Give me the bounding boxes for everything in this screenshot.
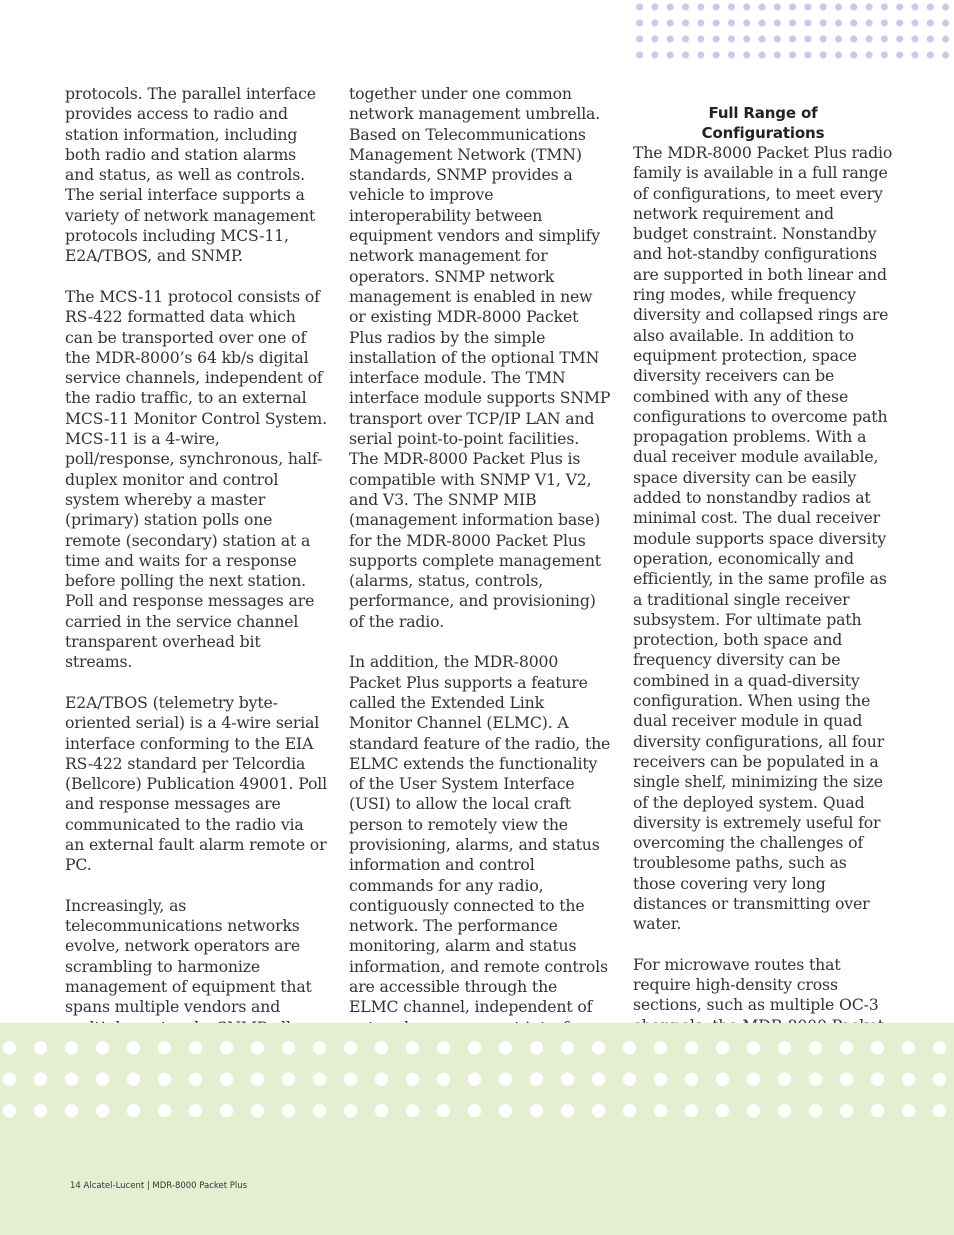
paragraph: For microwave routes that require high-density cross sections, such as multiple OC-3: [633, 954, 879, 1015]
paragraph: The MDR-8000 Packet Plus radio family is available in a full range of configurations, to meet every network requirement and budget constraint. Nonstandby and hot-standby configurations are supported in both linear and ring modes, while frequency diversity and collapsed rings are also available. In addition to equipment protection, space diversity receivers can be combined with any of these configurations to overcome path propagation problems. With a dual receiver module available, space diversity can be easily added to nonstandby radios at minimal cost. The dual receiver module supports space diversity operation, economically and efficiently, in the same profile as a traditional single receiver subsystem. For ultimate path protection, both space and frequency diversity can be combined in a quad-diversity configuration. When using the dual receiver module in quad diversity configurations, all four receivers can be populated in a single shelf, minimizing the size of the deployed system. Quad diversity is extremely useful for overcoming the challenges of troublesome paths, such as those covering very long distances or transmitting over water.: [633, 143, 893, 934]
paragraph: In addition, the MDR-8000 Packet Plus supports a feature called the Extended Link Monitor Channel (ELMC). A standard feature of the radio, the ELMC extends the functionality of the User System Interface (USI) to allow the local craft person to remotely view the provisioning, alarms, and status information and control commands for any radio, contiguously connected to the network. The performance monitoring, alarm and status information, and remote controls are accessible through the ELMC channel, independent of: [349, 652, 611, 1017]
section-heading: [633, 103, 893, 143]
decorative-dot-pattern-top: [632, 0, 954, 62]
text-column-2: [349, 84, 611, 1119]
decorative-dot-pattern-bottom: [0, 1032, 954, 1118]
text-column-3: [633, 84, 893, 1117]
paragraph: The MCS-11 protocol consists of RS-422 formatted data which can be transported over one of the MDR-8000’s 64 kb/s digital service channels, independent of the radio traffic, to an external MCS-11 Monitor Control System. MCS-11 is a 4-wire, poll/response, synchronous, half-duplex monitor and control system whereby a master (primary) station polls one remote (secondary) station at a time and waits for a response before polling the next station. Poll and response messages are carried in the service channel transparent overhead bit streams.: [65, 286, 327, 672]
paragraph: Increasingly, as telecommunications networks evolve, network operators are scrambling to harmonize management of equipment that spans multiple vendors and: [65, 895, 312, 1017]
section-heading-line-1: Full Range of: [708, 104, 818, 122]
text-column-1: [65, 84, 327, 1099]
paragraph: E2A/TBOS (telemetry byte-oriented serial) is a 4-wire serial interface conforming to the EIA RS-422 standard per Telcordia (Bellcore) Publication 49001. Poll and response messages are communicated to the radio via an external fault alarm remote or PC.: [65, 692, 327, 875]
section-heading-line-2: Configurations: [701, 124, 825, 142]
paragraph: protocols. The parallel interface provides access to radio and station information, including both radio and station alarms and status, as well as controls. The serial interface supports a variety of network management protocols including MCS-11, E2A/TBOS, and SNMP.: [65, 84, 316, 266]
page-footer: 14 Alcatel-Lucent | MDR-8000 Packet Plus: [70, 1181, 248, 1191]
paragraph: together under one common network management umbrella. Based on Telecommunications Management Network (TMN) standards, SNMP provides a vehicle to improve interoperability between equipment vendors and simplify network management for operators. SNMP network management is enabled in new or existing MDR-8000 Packet Plus radios by the simple installation of the optional TMN interface module. The TMN interface module supports SNMP transport over TCP/IP LAN and serial point-to-point facilities. The MDR-8000 Packet Plus is compatible with SNMP V1, V2, and V3. The SNMP MIB (management information base) for the MDR-8000 Packet Plus supports complete management (alarms, status, controls, performance, and provisioning) of the radio.: [349, 84, 611, 631]
